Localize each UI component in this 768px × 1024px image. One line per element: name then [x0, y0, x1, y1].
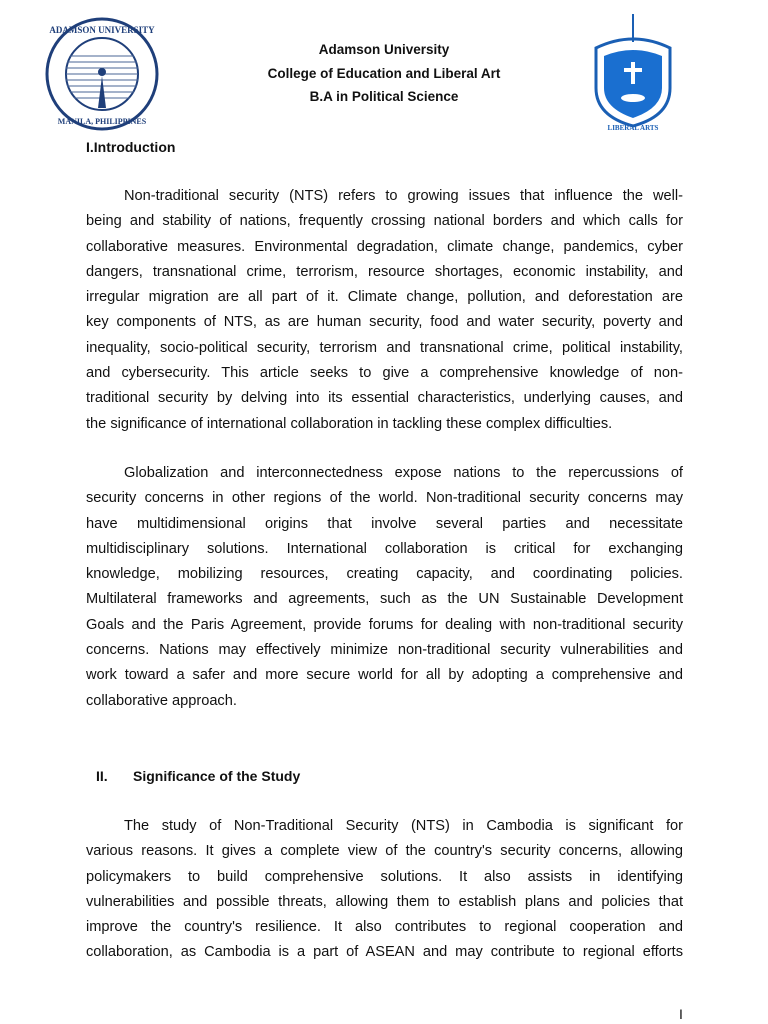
text-line: concerns. Nations may effectively minimize non-traditional security vulnerabilities and	[86, 642, 683, 659]
text-line: Non-traditional security (NTS) refers to growing issues that influence the well-	[124, 188, 683, 204]
text-line: and cybersecurity. This article seeks to give a comprehensive knowledge of non-	[86, 365, 683, 382]
text-line: collaborative measures. Environmental degradation, climate change, pandemics, cyber	[86, 238, 683, 255]
text-line: knowledge, mobilizing resources, creating capacity, and coordinating policies.	[86, 566, 683, 583]
intro-paragraph-1	[86, 184, 683, 437]
svg-text:MANILA, PHILIPPINES: MANILA, PHILIPPINES	[57, 117, 147, 126]
text-line: policymakers to build comprehensive solutions. It also assists in identifying	[86, 868, 683, 885]
text-line: security concerns in other regions of the world. Non-traditional security concerns may	[86, 490, 683, 507]
program-name: B.A in Political Science	[309, 89, 459, 104]
section-heading-significance: Significance of the Study	[133, 768, 301, 784]
svg-text:LIBERAL ARTS: LIBERAL ARTS	[607, 124, 659, 132]
text-line: work toward a safer and more secure world for all by adopting a comprehensive and	[86, 667, 683, 684]
text-line: have multidimensional origins that involve several parties and necessitate	[86, 515, 683, 532]
college-name: College of Education and Liberal Art	[267, 66, 501, 81]
text-line: collaborative approach.	[86, 692, 237, 709]
university-name: Adamson University	[318, 42, 450, 57]
text-line: irregular migration are all part of it. Climate change, pollution, and deforestation are	[86, 289, 683, 306]
text-line: vulnerabilities and possible threats, allowing them to establish plans and policies that	[86, 893, 683, 910]
text-line: Goals and the Paris Agreement, provide forums for dealing with non-traditional security	[86, 616, 683, 633]
section-heading-introduction: I.Introduction	[86, 139, 176, 155]
significance-paragraph	[86, 814, 683, 966]
page-number: I	[679, 1006, 683, 1022]
text-line: improve the country's resilience. It also contributes to regional cooperation and	[86, 919, 683, 936]
text-line: collaboration, as Cambodia is a part of ASEAN and may contribute to regional efforts	[86, 944, 683, 961]
text-line: Globalization and interconnectedness expose nations to the repercussions of	[124, 465, 683, 481]
text-line: dangers, transnational crime, terrorism, resource shortages, economic instability, and	[86, 263, 683, 280]
intro-paragraph-2	[86, 461, 683, 714]
text-line: the significance of international collaboration in tackling these complex difficulties.	[86, 415, 613, 432]
text-line: various reasons. It gives a complete view of the country's security concerns, allowing	[86, 843, 683, 860]
text-line: The study of Non-Traditional Security (NTS) in Cambodia is significant for	[124, 818, 683, 834]
svg-text:ADAMSON UNIVERSITY: ADAMSON UNIVERSITY	[49, 25, 155, 35]
text-line: inequality, socio-political security, terrorism and transnational crime, political instability,	[86, 339, 683, 356]
text-line: key components of NTS, as are human security, food and water security, poverty and	[86, 314, 683, 331]
text-line: Multilateral frameworks and agreements, such as the UN Sustainable Development	[86, 591, 683, 608]
section-number-2: II.	[96, 768, 108, 784]
text-line: traditional security by delving into its essential characteristics, underlying causes, and	[86, 390, 683, 407]
text-line: multidisciplinary solutions. International collaboration is critical for exchanging	[86, 540, 683, 557]
text-line: being and stability of nations, frequently crossing national borders and which calls for	[86, 213, 683, 230]
